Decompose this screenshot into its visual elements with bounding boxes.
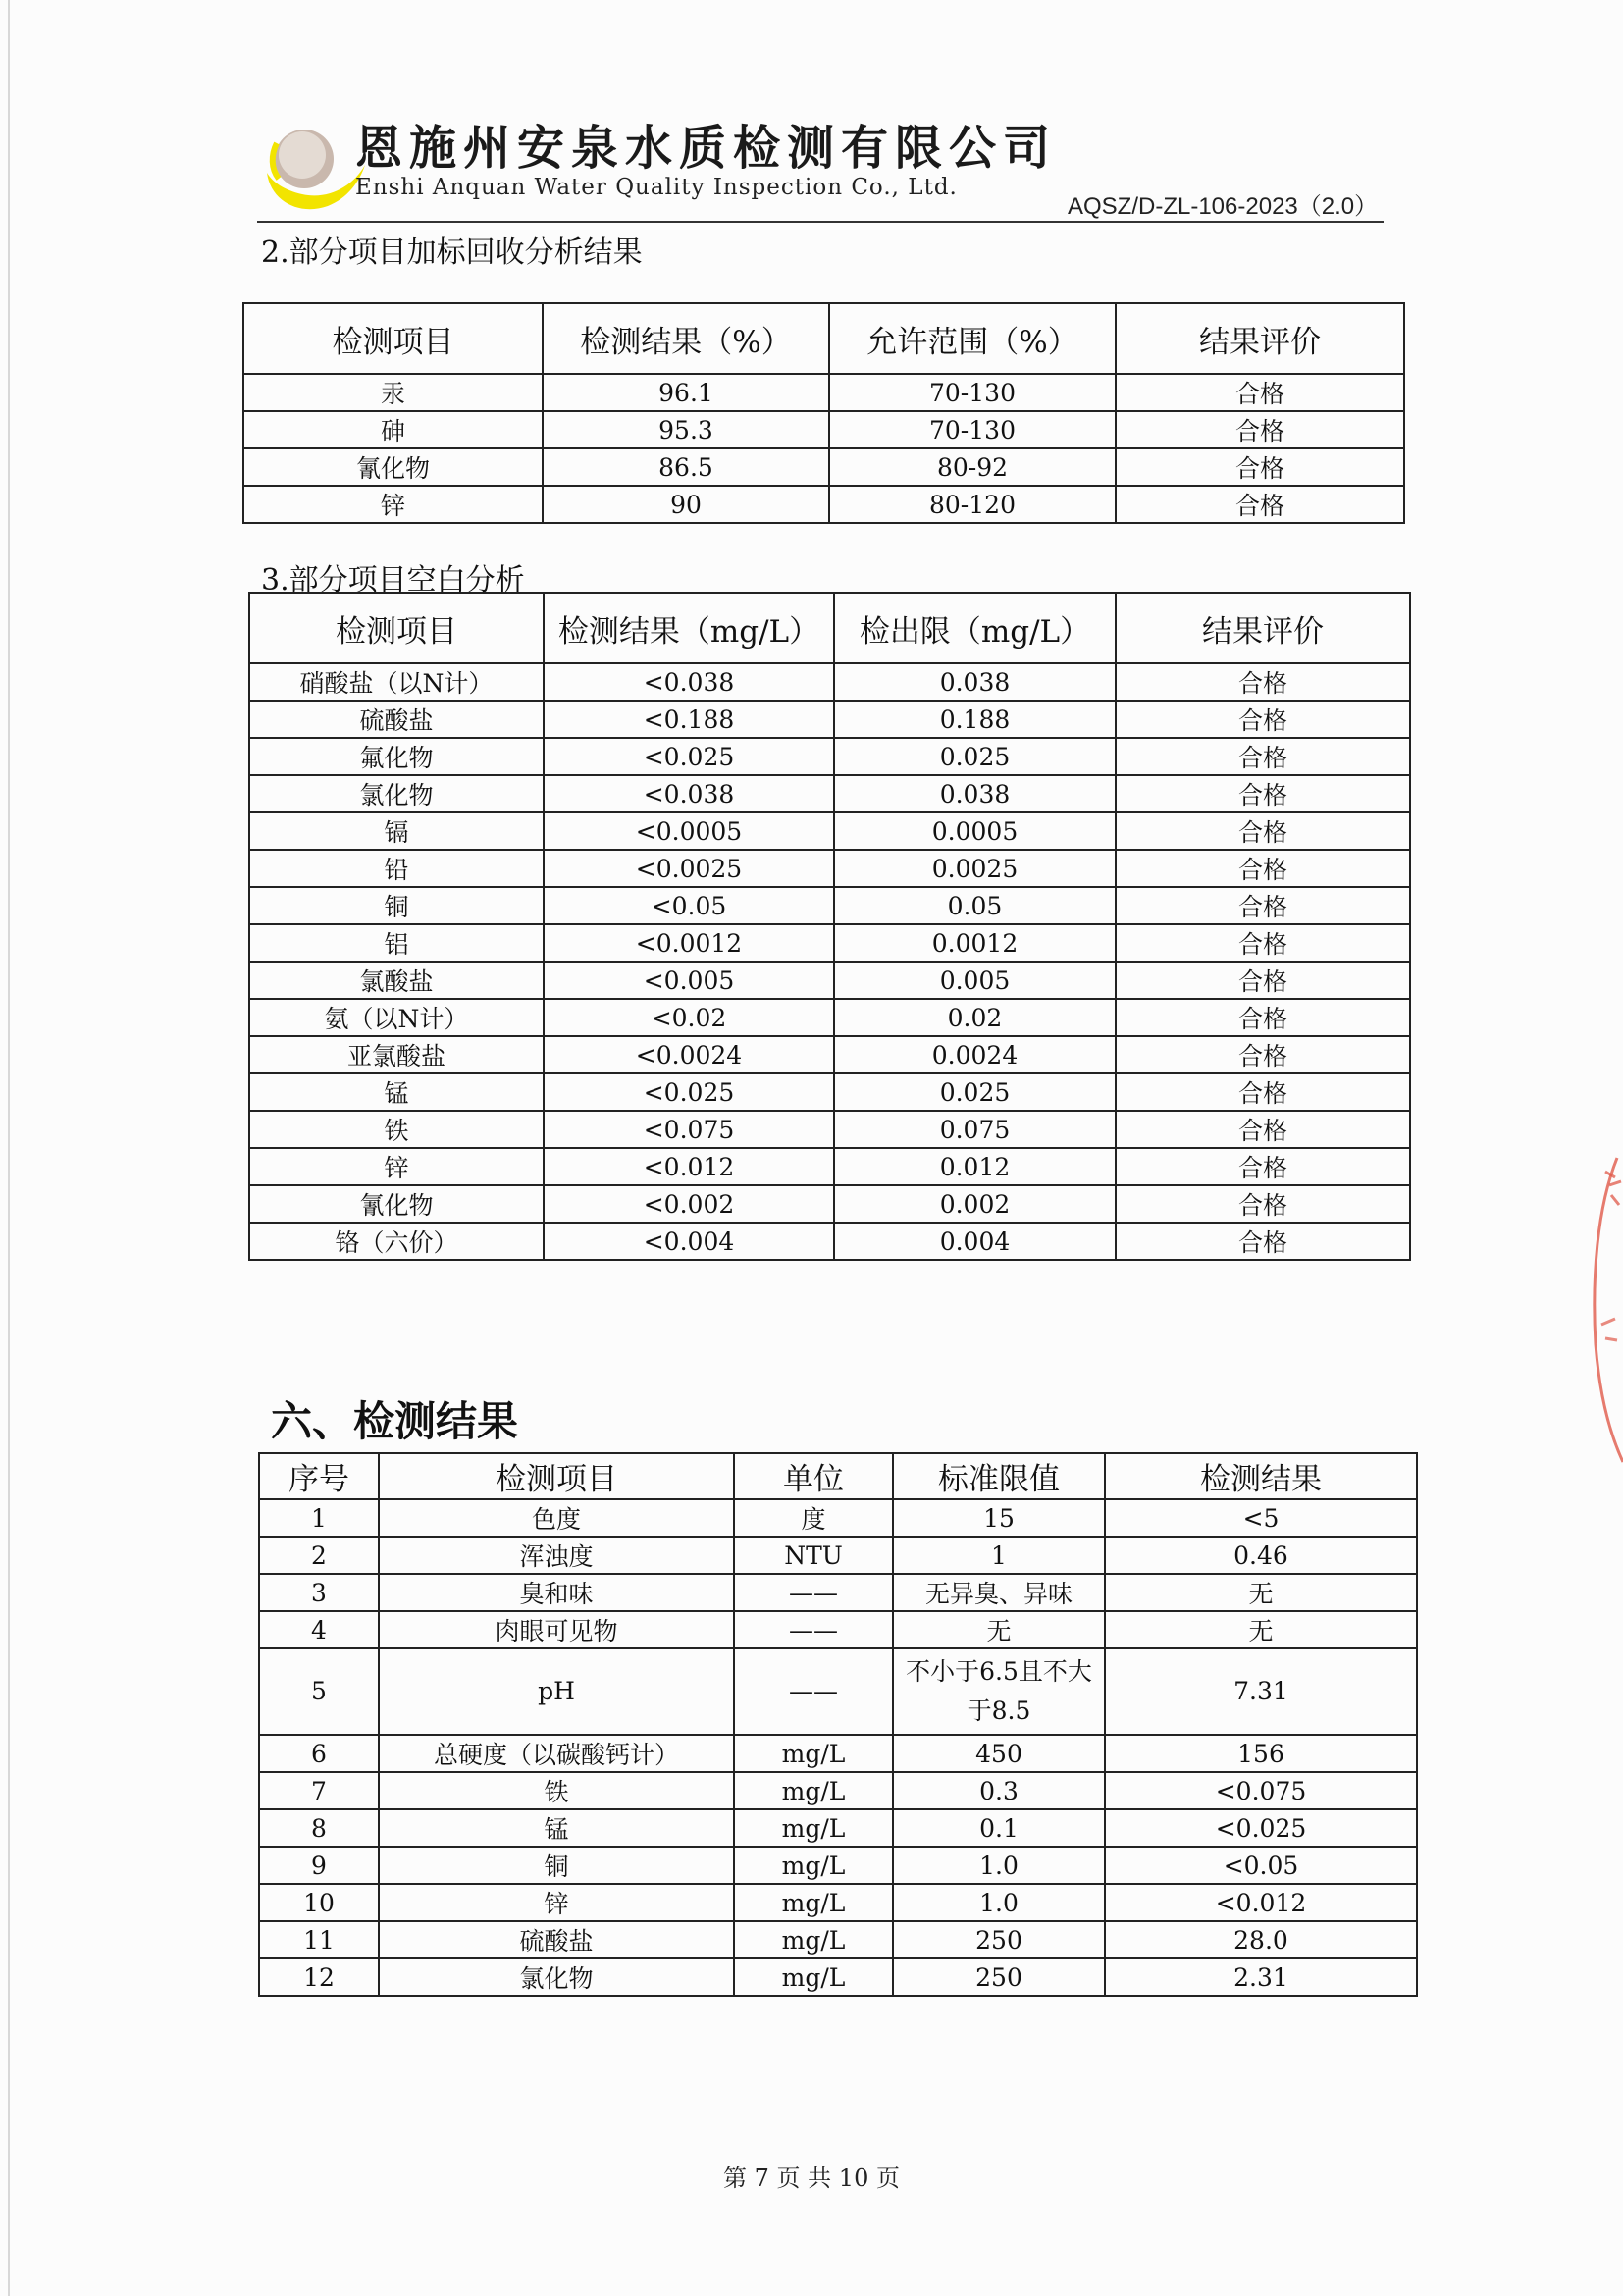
table-cell: 亚氯酸盐 (249, 1036, 544, 1073)
header-cell: 检测项目 (249, 593, 544, 663)
table-cell: mg/L (734, 1958, 893, 1996)
table-row (249, 887, 1410, 924)
company-name-cn: 恩施州安泉水质检测有限公司 (355, 121, 1058, 176)
table-cell: 臭和味 (379, 1574, 734, 1611)
table-cell: 5 (259, 1648, 379, 1735)
table-cell: 镉 (249, 812, 544, 850)
table-cell: 12 (259, 1958, 379, 1996)
table-cell: 硫酸盐 (249, 701, 544, 738)
table-row (249, 1148, 1410, 1185)
table-cell: 铁 (379, 1772, 734, 1809)
table-cell: 0.002 (834, 1185, 1116, 1223)
table-cell: 1.0 (893, 1847, 1105, 1884)
table-row (249, 999, 1410, 1036)
table-header-row (249, 593, 1410, 663)
table-cell: 156 (1105, 1735, 1417, 1772)
table-cell: <0.012 (544, 1148, 834, 1185)
table-cell: 0.0012 (834, 924, 1116, 962)
table-cell: 锌 (249, 1148, 544, 1185)
header-cell: 序号 (259, 1453, 379, 1499)
table-cell: 86.5 (543, 448, 829, 486)
table-row (249, 850, 1410, 887)
table-cell: <0.004 (544, 1223, 834, 1260)
table-cell: 铜 (249, 887, 544, 924)
table-cell: 合格 (1116, 999, 1410, 1036)
table-cell: 0.3 (893, 1772, 1105, 1809)
document-code: AQSZ/D-ZL-106-2023（2.0） (1068, 193, 1379, 220)
table-cell: —— (734, 1648, 893, 1735)
table-row (259, 1958, 1417, 1996)
table-cell: 0.0024 (834, 1036, 1116, 1073)
table-cell: 80-120 (829, 486, 1116, 523)
table-cell: 氯酸盐 (249, 962, 544, 999)
table-row (243, 486, 1404, 523)
table-header-row (243, 303, 1404, 374)
table-row (249, 701, 1410, 738)
table-cell: 合格 (1116, 1111, 1410, 1148)
header-cell: 检测项目 (379, 1453, 734, 1499)
section-6-title: 六、检测结果 (271, 1397, 519, 1445)
company-name-en: Enshi Anquan Water Quality Inspection Co., Ltd. (355, 175, 958, 200)
table-cell: 96.1 (543, 374, 829, 411)
table-cell: 3 (259, 1574, 379, 1611)
table-cell: 0.0025 (834, 850, 1116, 887)
header-cell: 结果评价 (1116, 593, 1410, 663)
header-cell: 检出限（mg/L） (834, 593, 1116, 663)
table-cell: 合格 (1116, 1036, 1410, 1073)
table-cell: 80-92 (829, 448, 1116, 486)
table-cell: <0.0025 (544, 850, 834, 887)
header-cell: 检测结果 (1105, 1453, 1417, 1499)
table-cell: —— (734, 1574, 893, 1611)
table-cell: 氯化物 (379, 1958, 734, 1996)
table-cell: 硫酸盐 (379, 1921, 734, 1958)
table-cell: 合格 (1116, 887, 1410, 924)
table-cell: 11 (259, 1921, 379, 1958)
table-cell: 合格 (1116, 962, 1410, 999)
table-cell: 氰化物 (243, 448, 543, 486)
table-row (249, 962, 1410, 999)
table-cell: 合格 (1116, 850, 1410, 887)
table-row (249, 1073, 1410, 1111)
table-cell: <0.025 (544, 1073, 834, 1111)
table-cell: 0.188 (834, 701, 1116, 738)
table-cell: 总硬度（以碳酸钙计） (379, 1735, 734, 1772)
table-cell: 0.02 (834, 999, 1116, 1036)
table-row (259, 1648, 1417, 1735)
table-cell: 合格 (1116, 374, 1404, 411)
table-cell: 0.05 (834, 887, 1116, 924)
table-row (243, 448, 1404, 486)
table-row (249, 775, 1410, 812)
table-row (249, 1223, 1410, 1260)
table-cell: 氟化物 (249, 738, 544, 775)
blank-analysis-table (248, 592, 1411, 1261)
table-cell: pH (379, 1648, 734, 1735)
table-cell: 0.025 (834, 738, 1116, 775)
table-row (259, 1611, 1417, 1648)
header-cell: 允许范围（%） (829, 303, 1116, 374)
table-cell: 合格 (1116, 1185, 1410, 1223)
table-cell: 合格 (1116, 701, 1410, 738)
table-cell: <0.188 (544, 701, 834, 738)
header-cell: 结果评价 (1116, 303, 1404, 374)
table-cell: <0.025 (1105, 1809, 1417, 1847)
table-cell: 锰 (379, 1809, 734, 1847)
table-cell: <0.0005 (544, 812, 834, 850)
table-cell: 0.038 (834, 775, 1116, 812)
section-3-title: 3.部分项目空白分析 (261, 563, 525, 598)
table-cell: 28.0 (1105, 1921, 1417, 1958)
table-cell: 铅 (249, 850, 544, 887)
table-row (249, 812, 1410, 850)
table-cell: 氨（以N计） (249, 999, 544, 1036)
table-cell: 合格 (1116, 663, 1410, 701)
table-cell: 铝 (249, 924, 544, 962)
table-cell: 250 (893, 1921, 1105, 1958)
table-row (249, 1185, 1410, 1223)
table-row (249, 924, 1410, 962)
table-header-row (259, 1453, 1417, 1499)
header-divider (257, 221, 1384, 223)
table-cell: mg/L (734, 1735, 893, 1772)
table-cell: <0.038 (544, 775, 834, 812)
table-cell: 6 (259, 1735, 379, 1772)
table-cell: 合格 (1116, 775, 1410, 812)
table-cell: <0.012 (1105, 1884, 1417, 1921)
table-cell: 9 (259, 1847, 379, 1884)
table-cell: mg/L (734, 1847, 893, 1884)
red-seal-stamp (1578, 1148, 1623, 1472)
table-cell: 70-130 (829, 411, 1116, 448)
table-cell: <0.05 (1105, 1847, 1417, 1884)
table-cell: 合格 (1116, 1148, 1410, 1185)
table-cell: 8 (259, 1809, 379, 1847)
table-cell: <0.02 (544, 999, 834, 1036)
table-cell: <0.075 (1105, 1772, 1417, 1809)
table-row (243, 411, 1404, 448)
table-cell: 合格 (1116, 924, 1410, 962)
table-cell: 无 (1105, 1611, 1417, 1648)
table-cell: 无 (893, 1611, 1105, 1648)
header-cell: 检测项目 (243, 303, 543, 374)
table-row (259, 1772, 1417, 1809)
table-cell: <0.005 (544, 962, 834, 999)
table-cell: 砷 (243, 411, 543, 448)
table-cell: 0.075 (834, 1111, 1116, 1148)
table-row (259, 1809, 1417, 1847)
table-cell: mg/L (734, 1884, 893, 1921)
table-cell: 1 (259, 1499, 379, 1537)
table-cell: 锌 (243, 486, 543, 523)
header-cell: 检测结果（mg/L） (544, 593, 834, 663)
table-cell: 度 (734, 1499, 893, 1537)
table-cell: 铜 (379, 1847, 734, 1884)
table-cell: 0.012 (834, 1148, 1116, 1185)
table-cell: 250 (893, 1958, 1105, 1996)
header-cell: 单位 (734, 1453, 893, 1499)
table-cell: mg/L (734, 1921, 893, 1958)
table-cell: 0.0005 (834, 812, 1116, 850)
table-cell: 氯化物 (249, 775, 544, 812)
table-row (259, 1574, 1417, 1611)
table-cell: 合格 (1116, 486, 1404, 523)
table-cell: 1.0 (893, 1884, 1105, 1921)
table-row (243, 374, 1404, 411)
table-cell: 合格 (1116, 812, 1410, 850)
table-row (249, 1111, 1410, 1148)
table-cell: <0.0012 (544, 924, 834, 962)
header-cell: 检测结果（%） (543, 303, 829, 374)
table-row (259, 1884, 1417, 1921)
table-cell: 锌 (379, 1884, 734, 1921)
table-cell: 4 (259, 1611, 379, 1648)
table-cell: 不小于6.5且不大于8.5 (893, 1648, 1105, 1735)
table-cell: <0.0024 (544, 1036, 834, 1073)
table-cell: <0.038 (544, 663, 834, 701)
table-cell: 0.038 (834, 663, 1116, 701)
table-row (259, 1537, 1417, 1574)
table-cell: 无异臭、异味 (893, 1574, 1105, 1611)
table-cell: 7.31 (1105, 1648, 1417, 1735)
table-row (249, 1036, 1410, 1073)
spike-recovery-table (242, 302, 1405, 524)
table-cell: 汞 (243, 374, 543, 411)
table-cell: 色度 (379, 1499, 734, 1537)
table-cell: 15 (893, 1499, 1105, 1537)
table-cell: 无 (1105, 1574, 1417, 1611)
table-cell: 0.025 (834, 1073, 1116, 1111)
table-row (259, 1735, 1417, 1772)
table-cell: 90 (543, 486, 829, 523)
table-cell: 浑浊度 (379, 1537, 734, 1574)
table-cell: <0.002 (544, 1185, 834, 1223)
table-cell: 合格 (1116, 738, 1410, 775)
table-cell: 0.004 (834, 1223, 1116, 1260)
table-cell: 合格 (1116, 1223, 1410, 1260)
table-cell: 450 (893, 1735, 1105, 1772)
table-cell: 铁 (249, 1111, 544, 1148)
table-cell: 70-130 (829, 374, 1116, 411)
table-cell: 氰化物 (249, 1185, 544, 1223)
table-cell: mg/L (734, 1809, 893, 1847)
table-cell: 肉眼可见物 (379, 1611, 734, 1648)
table-cell: 2.31 (1105, 1958, 1417, 1996)
table-cell: 锰 (249, 1073, 544, 1111)
table-cell: 合格 (1116, 411, 1404, 448)
table-cell: 合格 (1116, 448, 1404, 486)
table-row (249, 738, 1410, 775)
table-cell: 0.005 (834, 962, 1116, 999)
table-cell: 0.46 (1105, 1537, 1417, 1574)
page-edge-line (8, 0, 10, 2296)
table-cell: —— (734, 1611, 893, 1648)
table-cell: 95.3 (543, 411, 829, 448)
table-row (259, 1499, 1417, 1537)
table-cell: 硝酸盐（以N计） (249, 663, 544, 701)
table-cell: 铬（六价） (249, 1223, 544, 1260)
table-cell: <0.025 (544, 738, 834, 775)
header-cell: 标准限值 (893, 1453, 1105, 1499)
table-row (259, 1921, 1417, 1958)
table-cell: <0.075 (544, 1111, 834, 1148)
table-cell: <0.05 (544, 887, 834, 924)
table-cell: <5 (1105, 1499, 1417, 1537)
test-results-table (258, 1452, 1418, 1997)
table-row (249, 663, 1410, 701)
section-2-title: 2.部分项目加标回收分析结果 (261, 235, 643, 270)
table-cell: 1 (893, 1537, 1105, 1574)
table-cell: 0.1 (893, 1809, 1105, 1847)
table-cell: 合格 (1116, 1073, 1410, 1111)
table-cell: NTU (734, 1537, 893, 1574)
page-number: 第 7 页 共 10 页 (723, 2165, 900, 2192)
table-cell: 2 (259, 1537, 379, 1574)
table-cell: 10 (259, 1884, 379, 1921)
table-row (259, 1847, 1417, 1884)
table-cell: 7 (259, 1772, 379, 1809)
table-cell: mg/L (734, 1772, 893, 1809)
